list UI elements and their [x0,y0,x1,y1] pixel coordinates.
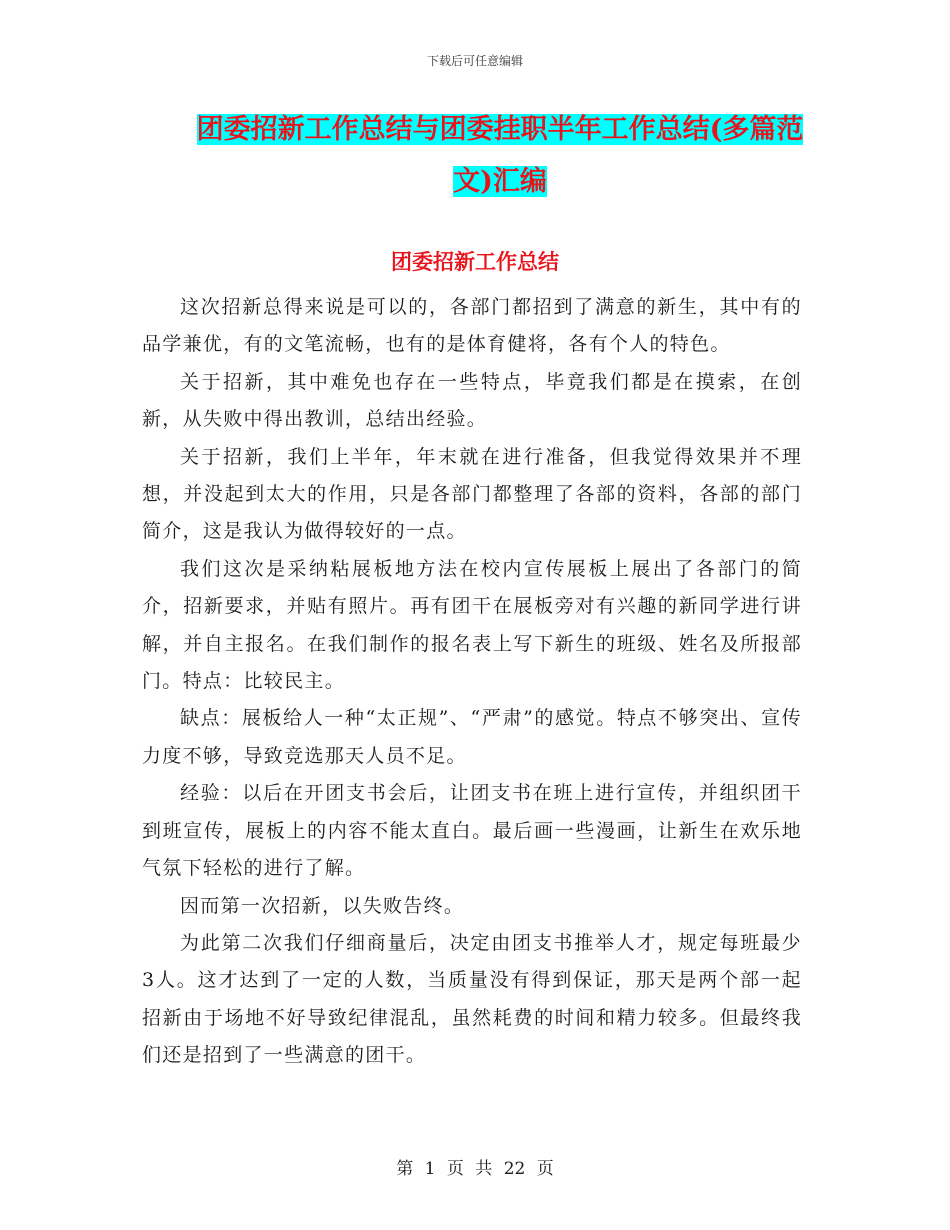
document-body [142,289,802,1075]
paragraph-8: 为此第二次我们仔细商量后，决定由团支书推举人才，规定每班最少3人。这才达到了一定的人数，当质量没有得到保证，那天是两个部一起招新由于场地不好导致纪律混乱，虽然耗费的时间和精力较多。但最终我们还是招到了一些满意的团干。 [142,931,802,1067]
paragraph-7: 因而第一次招新，以失败告终。 [180,894,465,917]
paragraph-6: 经验：以后在开团支书会后，让团支书在班上进行宣传，并组织团干到班宣传，展板上的内容不能太直白。最后画一些漫画，让新生在欢乐地气氛下轻松的进行了解。 [142,782,802,880]
paragraph-2: 关于招新，其中难免也存在一些特点，毕竟我们都是在摸索，在创新，从失败中得出教训，总结出经验。 [142,370,802,431]
document-title-text: 团委招新工作总结与团委挂职半年工作总结(多篇范文)汇编 [196,114,804,197]
page-number: 第 1 页 共 22 页 [396,1159,554,1179]
paragraph-5: 缺点：展板给人一种“太正规”、“严肃”的感觉。特点不够突出、宣传力度不够，导致竞选那天人员不足。 [142,707,802,767]
header-note: 下载后可任意编辑 [426,54,523,68]
paragraph-1: 这次招新总得来说是可以的，各部门都招到了满意的新生，其中有的品学兼优，有的文笔流畅，也有的是体育健将，各有个人的特色。 [142,296,802,356]
document-title [195,104,805,208]
paragraph-3: 关于招新，我们上半年，年末就在进行准备，但我觉得效果并不理想，并没起到太大的作用，只是各部门都整理了各部的资料，各部的部门简介，这是我认为做得较好的一点。 [142,445,802,543]
section-title: 团委招新工作总结 [391,249,559,274]
paragraph-4: 我们这次是采纳粘展板地方法在校内宣传展板上展出了各部门的简介，招新要求，并贴有照片。再有团干在展板旁对有兴趣的新同学进行讲解，并自主报名。在我们制作的报名表上写下新生的班级、姓名及所报部门。特点：比较民主。 [142,557,802,693]
